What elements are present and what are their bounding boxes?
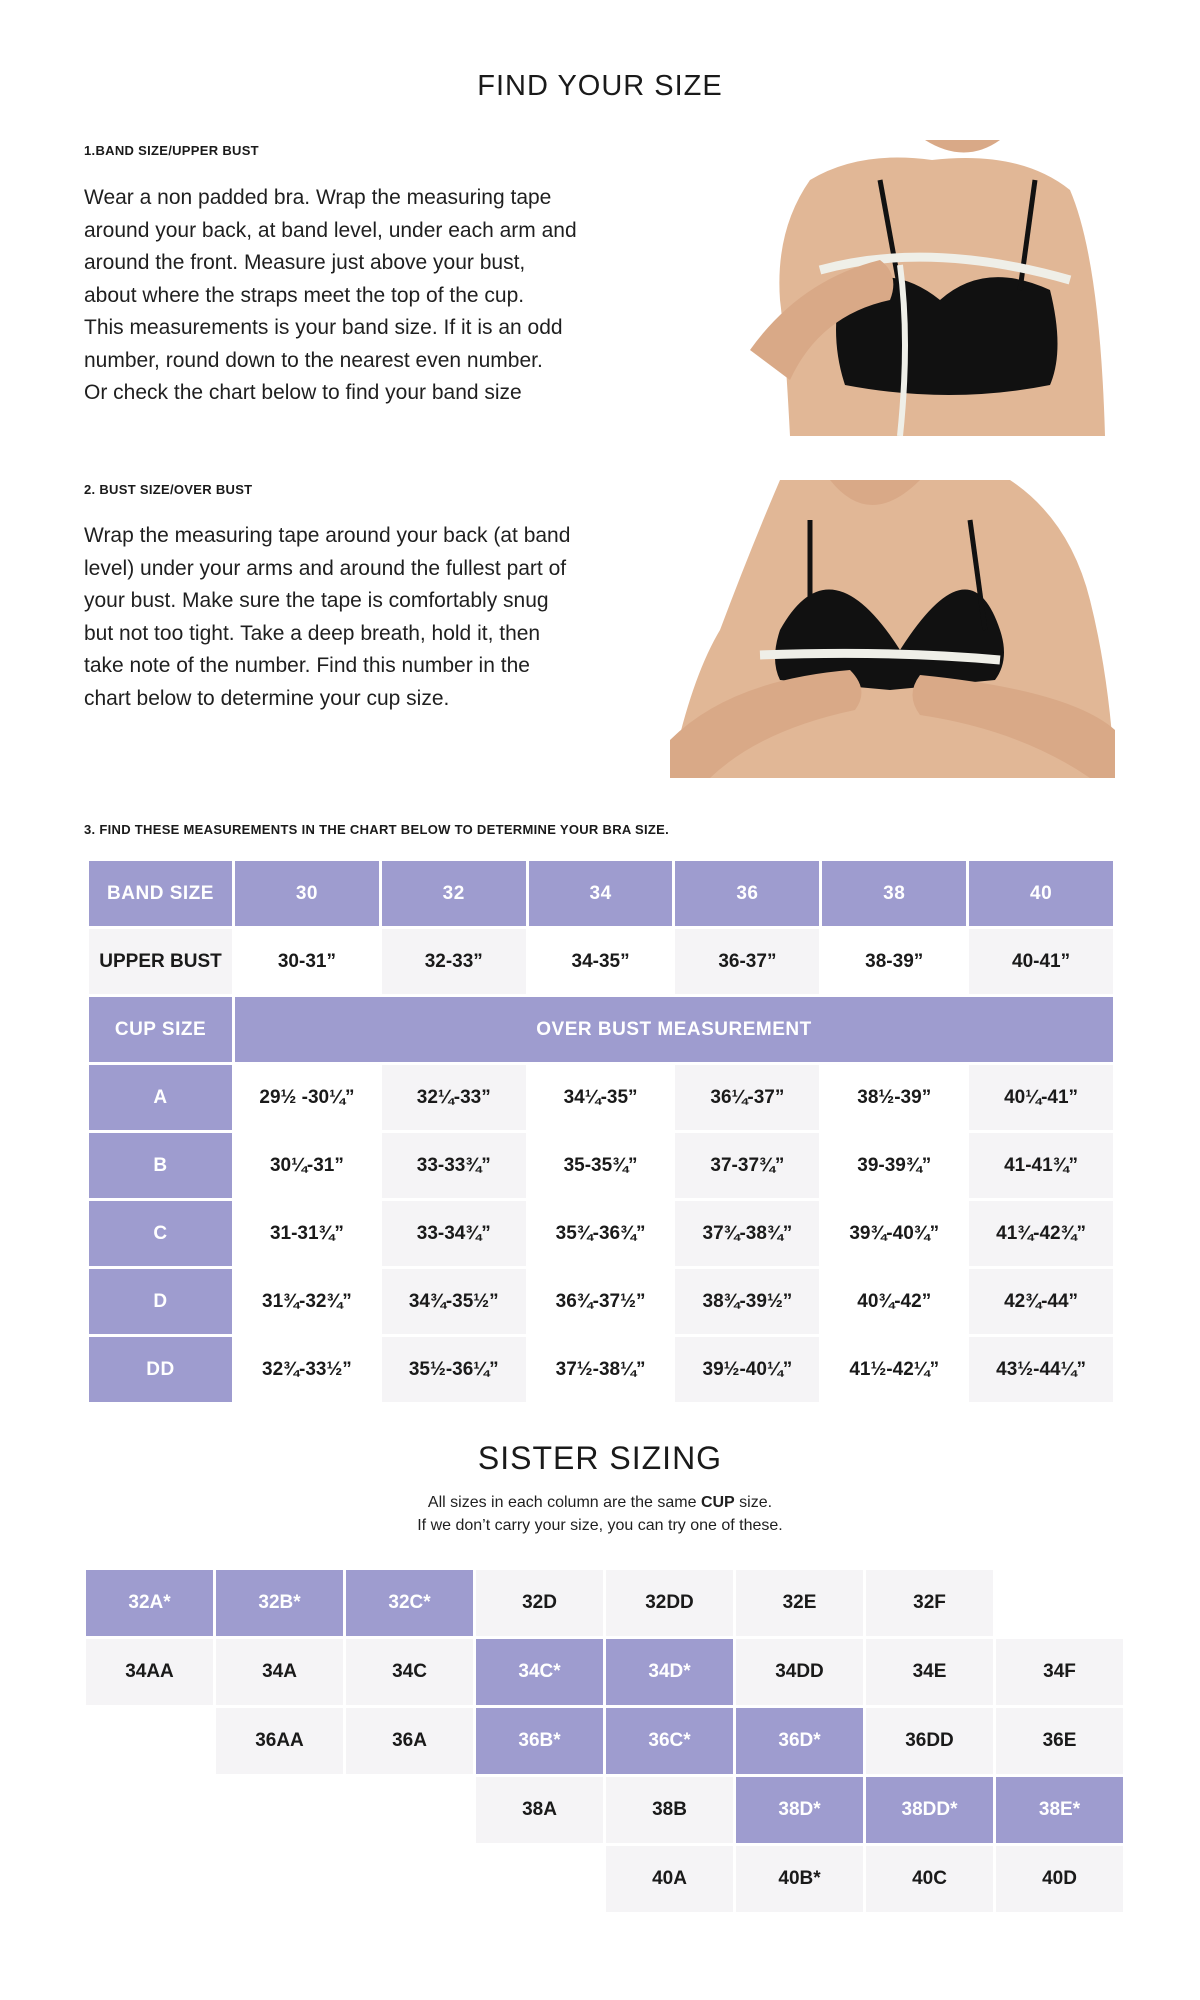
sister-size-cell: 32B*: [216, 1570, 343, 1636]
over-bust-cell: 37½-38¼”: [529, 1337, 673, 1402]
sister-size-cell: 38A: [476, 1777, 603, 1843]
cup-row-c: [89, 1201, 1113, 1266]
upper-bust-row: [89, 929, 1113, 994]
sister-size-cell: 36E: [996, 1708, 1123, 1774]
sister-size-cell: 40A: [606, 1846, 733, 1912]
sister-size-cell: 32DD: [606, 1570, 733, 1636]
cup-label: DD: [89, 1337, 232, 1402]
sister-size-cell: 38B: [606, 1777, 733, 1843]
upper-bust-label: UPPER BUST: [89, 929, 232, 994]
over-bust-cell: 38½-39”: [822, 1065, 966, 1130]
sister-size-cell: 36C*: [606, 1708, 733, 1774]
upper-bust-cell: 32-33”: [382, 929, 526, 994]
over-bust-cell: 31-31¾”: [235, 1201, 379, 1266]
step2-line: your bust. Make sure the tape is comfortably snug: [84, 589, 549, 612]
over-bust-cell: 32¾-33½”: [235, 1337, 379, 1402]
band-size-cell: 40: [969, 861, 1113, 926]
over-bust-cell: 30¼-31”: [235, 1133, 379, 1198]
step2-line: take note of the number. Find this number in the: [84, 654, 530, 677]
over-bust-cell: 40¾-42”: [822, 1269, 966, 1334]
sister-empty-cell: [996, 1570, 1123, 1636]
sister-size-cell: 34C*: [476, 1639, 603, 1705]
band-size-cell: 38: [822, 861, 966, 926]
sister-size-cell: 34D*: [606, 1639, 733, 1705]
sister-empty-cell: [346, 1846, 473, 1912]
sister-size-cell: 32F: [866, 1570, 993, 1636]
step1-line: number, round down to the nearest even number.: [84, 348, 543, 372]
sister-note-line1: [0, 1494, 1200, 1512]
over-bust-cell: 38¾-39½”: [675, 1269, 819, 1334]
band-size-cell: 32: [382, 861, 526, 926]
cup-row-a: [89, 1065, 1113, 1130]
sister-size-cell: 36DD: [866, 1708, 993, 1774]
sister-size-cell: 32A*: [86, 1570, 213, 1636]
step2-line: level) under your arms and around the fullest part of: [84, 556, 567, 580]
step1-line: Wear a non padded bra. Wrap the measuring tape: [84, 186, 552, 209]
sister-empty-cell: [86, 1708, 213, 1774]
step1-line: around the front. Measure just above your bust,: [84, 251, 526, 274]
over-bust-cell: 33-33¾”: [382, 1133, 526, 1198]
over-bust-cell: 35¾-36¾”: [529, 1201, 673, 1266]
over-bust-cell: 41-41¾”: [969, 1133, 1113, 1198]
step1-line: about where the straps meet the top of the cup.: [84, 283, 525, 307]
sister-size-cell: 36B*: [476, 1708, 603, 1774]
sister-size-cell: 40C: [866, 1846, 993, 1912]
over-bust-cell: 34¾-35½”: [382, 1269, 526, 1334]
over-bust-cell: 36¾-37½”: [529, 1269, 673, 1334]
over-bust-cell: 29½ -30¼”: [235, 1065, 379, 1130]
sister-size-cell: 34E: [866, 1639, 993, 1705]
sister-size-cell: 32D: [476, 1570, 603, 1636]
sister-size-cell: 38E*: [996, 1777, 1123, 1843]
over-bust-cell: 35½-36¼”: [382, 1337, 526, 1402]
sister-size-cell: 36A: [346, 1708, 473, 1774]
band-size-label: BAND SIZE: [89, 861, 232, 926]
step1-text: [84, 182, 577, 410]
step1-line: This measurements is your band size. If it is an odd: [84, 316, 563, 339]
cup-row-d: [89, 1269, 1113, 1334]
sister-size-cell: 38D*: [736, 1777, 863, 1843]
over-bust-cell: 31¾-32¾”: [235, 1269, 379, 1334]
sister-size-cell: 34A: [216, 1639, 343, 1705]
band-size-cell: 30: [235, 861, 379, 926]
sister-size-cell: 32C*: [346, 1570, 473, 1636]
upper-bust-cell: 40-41”: [969, 929, 1113, 994]
sister-size-cell: 40D: [996, 1846, 1123, 1912]
step2-text: [84, 520, 570, 715]
sister-empty-cell: [86, 1777, 213, 1843]
over-bust-cell: 36¼-37”: [675, 1065, 819, 1130]
sister-empty-cell: [476, 1846, 603, 1912]
over-bust-cell: 43½-44¼”: [969, 1337, 1113, 1402]
sister-size-cell: 34C: [346, 1639, 473, 1705]
sister-size-cell: 34DD: [736, 1639, 863, 1705]
sister-size-cell: 40B*: [736, 1846, 863, 1912]
over-bust-measuring-photo: [670, 480, 1115, 778]
upper-bust-measuring-photo: [750, 140, 1115, 436]
sister-note-text: All sizes in each column are the same: [427, 1494, 701, 1511]
cup-label: C: [89, 1201, 232, 1266]
over-bust-cell: 35-35¾”: [529, 1133, 673, 1198]
step2-line: chart below to determine your cup size.: [84, 686, 450, 710]
step1-heading: 1.BAND SIZE/UPPER BUST: [84, 143, 259, 158]
sister-sizing-title: SISTER SIZING: [477, 1440, 723, 1476]
sister-empty-cell: [346, 1777, 473, 1843]
cup-label: A: [89, 1065, 232, 1130]
step2-heading: 2. BUST SIZE/OVER BUST: [84, 482, 253, 497]
over-bust-cell: 41½-42¼”: [822, 1337, 966, 1402]
upper-bust-cell: 34-35”: [529, 929, 673, 994]
sister-empty-cell: [216, 1777, 343, 1843]
band-size-cell: 36: [675, 861, 819, 926]
over-bust-cell: 39-39¾”: [822, 1133, 966, 1198]
step2-line: Wrap the measuring tape around your back (at band: [84, 524, 571, 547]
over-bust-cell: 33-34¾”: [382, 1201, 526, 1266]
over-bust-cell: 32¼-33”: [382, 1065, 526, 1130]
cup-row-dd: [89, 1337, 1113, 1402]
step3-heading: 3. FIND THESE MEASUREMENTS IN THE CHART BELOW TO DETERMINE YOUR BRA SIZE.: [84, 822, 670, 837]
bra-size-chart: [86, 858, 1116, 1405]
upper-bust-cell: 38-39”: [822, 929, 966, 994]
cup-label: D: [89, 1269, 232, 1334]
over-bust-cell: 42¾-44”: [969, 1269, 1113, 1334]
sister-note-bold: CUP: [700, 1494, 735, 1511]
sister-size-cell: 38DD*: [866, 1777, 993, 1843]
upper-bust-cell: 30-31”: [235, 929, 379, 994]
sister-size-cell: 36AA: [216, 1708, 343, 1774]
over-bust-label: OVER BUST MEASUREMENT: [235, 997, 1113, 1062]
sister-size-cell: 36D*: [736, 1708, 863, 1774]
page-title: FIND YOUR SIZE: [477, 70, 723, 102]
over-bust-cell: 39¾-40¾”: [822, 1201, 966, 1266]
cup-header-row: [89, 997, 1113, 1062]
sister-note-line2: If we don’t carry your size, you can try one of these.: [417, 1517, 783, 1534]
step1-line: around your back, at band level, under each arm and: [84, 218, 577, 242]
step2-line: but not too tight. Take a deep breath, hold it, then: [84, 621, 541, 645]
over-bust-cell: 34¼-35”: [529, 1065, 673, 1130]
over-bust-cell: 41¾-42¾”: [969, 1201, 1113, 1266]
cup-label: B: [89, 1133, 232, 1198]
upper-bust-cell: 36-37”: [675, 929, 819, 994]
sister-note-text: size.: [734, 1494, 773, 1511]
step1-line: Or check the chart below to find your band size: [84, 381, 522, 404]
sister-size-cell: 32E: [736, 1570, 863, 1636]
sister-empty-cell: [86, 1846, 213, 1912]
sister-size-cell: 34F: [996, 1639, 1123, 1705]
over-bust-cell: 37-37¾”: [675, 1133, 819, 1198]
band-size-cell: 34: [529, 861, 673, 926]
cup-size-label: CUP SIZE: [89, 997, 232, 1062]
over-bust-cell: 39½-40¼”: [675, 1337, 819, 1402]
over-bust-cell: 40¼-41”: [969, 1065, 1113, 1130]
sister-size-cell: 34AA: [86, 1639, 213, 1705]
cup-row-b: [89, 1133, 1113, 1198]
sister-size-grid: [86, 1570, 1123, 1912]
band-size-row: [89, 861, 1113, 926]
over-bust-cell: 37¾-38¾”: [675, 1201, 819, 1266]
sister-empty-cell: [216, 1846, 343, 1912]
